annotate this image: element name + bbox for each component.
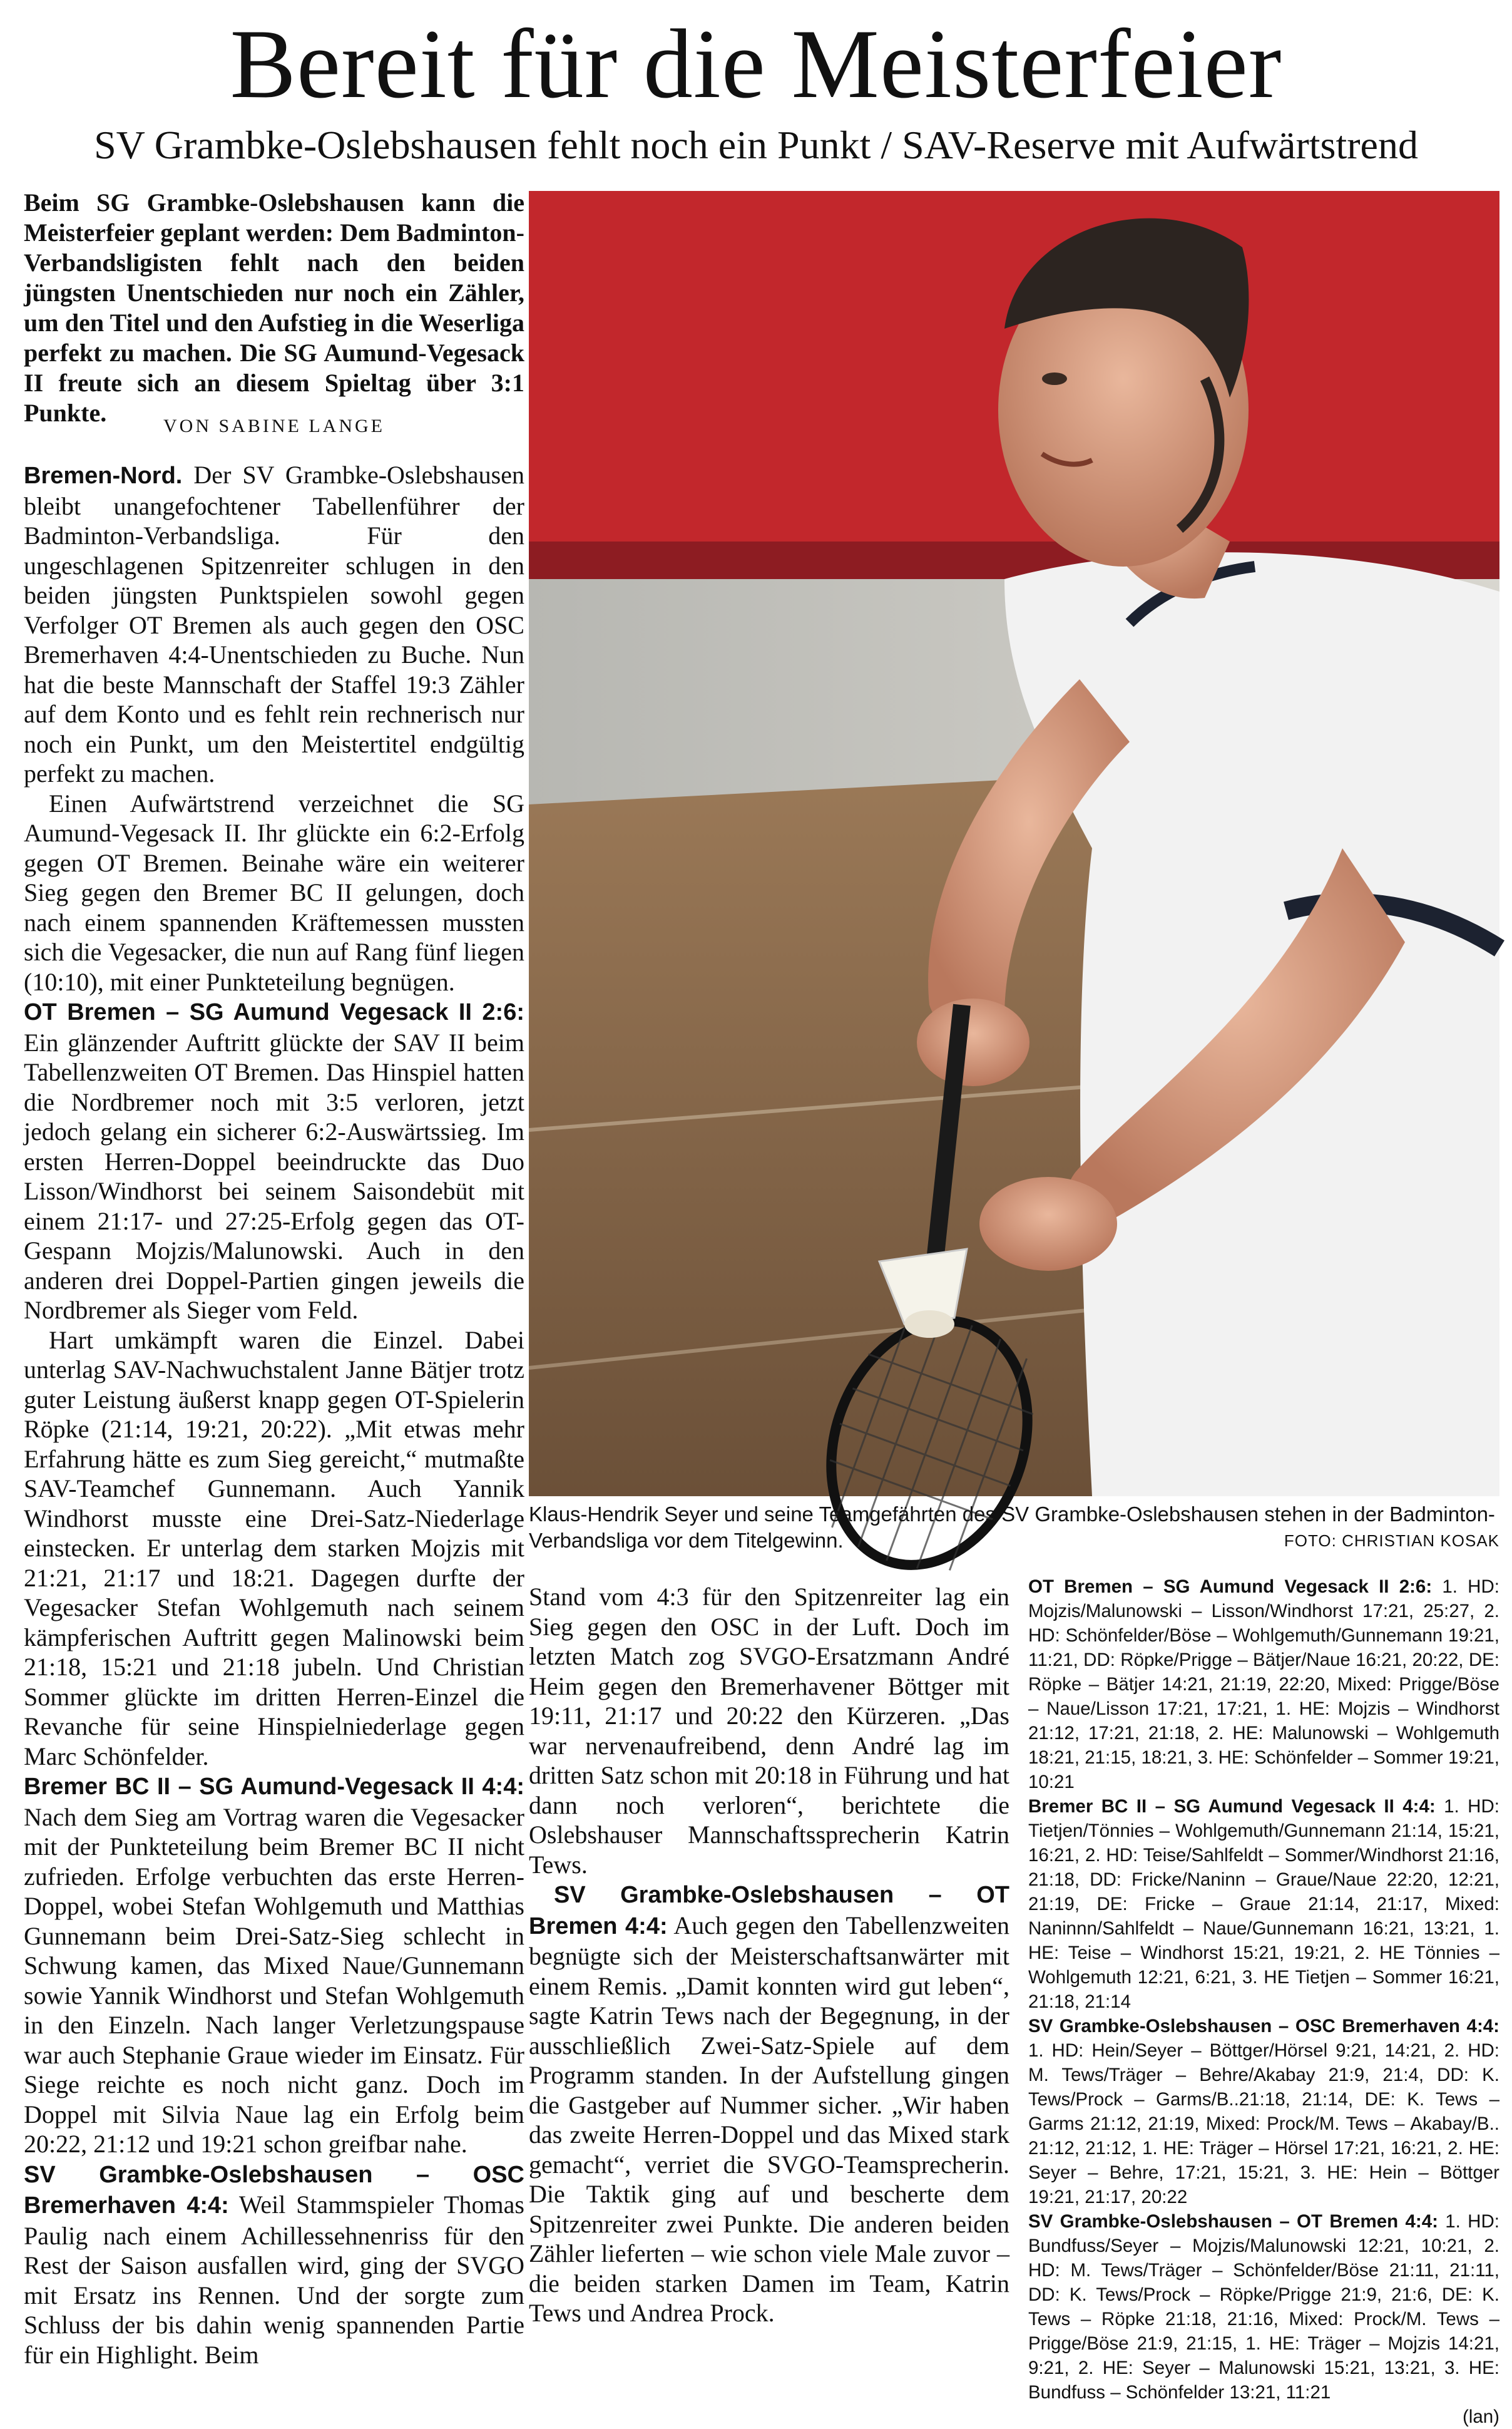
paragraph-text: Nach dem Sieg am Vortrag waren die Vegesacker mit der Punkteteilung beim Bremer BC II nicht zufrieden. Erfolge verbuchten das erste Herren-Doppel, wobei Stefan Wohlgemuth und Matthias Gunnemann beim Drei-Satz-Sieg schlecht in Schwung kamen, das Mixed Naue/Gunnemann sowie Yannik Windhorst und Stefan Wohlgemuth in den Einzeln. Nach langer Verletzungspause war auch Stephanie Graue wieder im Einsatz. Für Siege reichte es noch nicht ganz. Doch im Doppel mit Silvia Naue lag ein Erfolg beim 20:22, 21:12 und 19:21 schon greifbar nahe.	[24, 1802, 524, 2158]
body-paragraph: Einen Aufwärtstrend verzeichnet die SG Aumund-Vegesack II. Ihr glückte ein 6:2-Erfolg gegen OT Bremen. Beinahe wäre ein weiterer Sieg gegen den Bremer BC II gelungen, doch nach einem spannenden Kräftemessen mussten sich die Vegesacker, die nun auf Rang fünf liegen (10:10), mit einer Punkteteilung begnügen.	[24, 789, 524, 996]
result-entry	[1028, 1794, 1499, 2014]
paragraph-text: Der SV Grambke-Oslebshausen bleibt unangefochtener Tabellenführer der Badminton-Verbandsliga. Für den ungeschlagenen Spitzenreiter schlugen in den beiden jüngsten Punktspielen sowohl gegen Verfolger OT Bremen als auch gegen den OSC Bremerhaven 4:4-Unentschieden zu Buche. Nun hat die beste Mannschaft der Staffel 19:3 Zähler auf dem Konto und es fehlt rein rechnerisch nur noch ein Punkt, um den Meistertitel endgültig perfekt zu machen.	[24, 461, 524, 788]
section-heading: SV Grambke-Oslebshausen – OT Bremen 4:4:	[529, 1882, 1009, 1939]
author-signature: (lan)	[1462, 2406, 1499, 2427]
result-entry	[1028, 2014, 1499, 2209]
section-heading: Bremer BC II – SG Aumund-Vegesack II 4:4:	[24, 1774, 524, 1800]
subheadline: SV Grambke-Oslebshausen fehlt noch ein Punkt / SAV-Reserve mit Aufwärtstrend	[94, 123, 1418, 167]
result-heading: OT Bremen – SG Aumund Vegesack II 2:6:	[1028, 1576, 1433, 1597]
section-heading: OT Bremen – SG Aumund Vegesack II 2:6:	[24, 999, 524, 1025]
result-text: 1. HD: Bundfuss/Seyer – Mojzis/Malunowski 12:21, 10:21, 2. HD: M. Tews/Träger – Schönfelder/Böse 21:11, 21:11, DD: K. Tews/Prock – Röpke/Prigge 21:9, 21:6, DE: K. Tews – Röpke 21:18, 21:16, Mixed: Prock/M. Tews – Prigge/Böse 21:9, 21:15, 1. HE: Träger – Mojzis 14:21, 9:21, 2. HE: Seyer – Malunowski 15:21, 13:21, 3. HE: Bundfuss – Schönfelder 13:21, 11:21	[1028, 2211, 1499, 2403]
result-entry	[1028, 2209, 1499, 2405]
body-paragraph	[24, 1771, 524, 2159]
result-heading: Bremer BC II – SG Aumund Vegesack II 4:4:	[1028, 1796, 1436, 1817]
body-paragraph	[24, 997, 524, 1325]
body-paragraph: Hart umkämpft waren die Einzel. Dabei unterlag SAV-Nachwuchstalent Janne Bätjer trotz guter Leistung äußerst knapp gegen OT-Spielerin Röpke (21:14, 19:21, 20:22). „Mit etwas mehr Erfahrung hätte es zum Sieg gereicht,“ mutmaßte SAV-Teamchef Gunnemann. Auch Yannik Windhorst musste eine Drei-Satz-Niederlage einstecken. Er unterlag dem starken Mojzis mit 21:21, 21:17 und 18:21. Dagegen durfte der Vegesacker Stefan Wohlgemuth nach seinem kämpferischen Auftritt gegen Malinowski beim 21:18, 15:21 und 21:18 jubeln. Und Christian Sommer glückte im dritten Herren-Einzel die Revanche für seine Hinspielniederlage gegen Marc Schönfelder.	[24, 1325, 524, 1770]
article-photo	[529, 191, 1499, 1496]
result-heading: SV Grambke-Oslebshausen – OT Bremen 4:4:	[1028, 2211, 1438, 2232]
body-paragraph: Stand vom 4:3 für den Spitzenreiter lag ein Sieg gegen den OSC in der Luft. Doch im letzten Match zog SVGO-Ersatzmann André Heim gegen den Bremerhavener Böttger mit 19:11, 21:17 und 20:22 den Kürzeren. „Das war nervenaufreibend, denn André lag im dritten Satz schon mit 20:18 in Führung und hat dann noch verloren“, berichtete die Oslebshauser Mannschaftssprecherin Katrin Tews.	[529, 1583, 1009, 1879]
paragraph-text: Ein glänzender Auftritt glückte der SAV II beim Tabellenzweiten OT Bremen. Das Hinspiel hatten die Nordbremer noch mit 3:5 verloren, jetzt jedoch gelang ein sicherer 6:2-Auswärtssieg. Im ersten Herren-Doppel beeindruckte das Duo Lisson/Windhorst bei seinem Saisondebüt mit einem 21:17- und 27:25-Erfolg gegen das OT-Gespann Mojzis/Malunowski. Auch in den anderen drei Doppel-Partien gingen jeweils die Nordbremer als Sieger vom Feld.	[24, 1028, 524, 1324]
article-column-1	[24, 460, 524, 2369]
result-text: 1. HD: Hein/Seyer – Böttger/Hörsel 9:21, 14:21, 2. HD: M. Tews/Träger – Behre/Akabay 21:9, 21:4, DD: K. Tews/Prock – Garms/B..21:18, 21:14, DE: K. Tews – Garms 21:12, 21:19, Mixed: Prock/M. Tews – Akabay/B.. 21:12, 21:12, 1. HE: Träger – Hörsel 17:21, 16:21, 2. HE: Seyer – Behre, 17:21, 15:21, 3. HE: Hein – Böttger 19:21, 21:17, 20:22	[1028, 2040, 1499, 2207]
body-paragraph	[24, 460, 524, 789]
result-text: 1. HD: Tietjen/Tönnies – Wohlgemuth/Gunnemann 21:14, 15:21, 16:21, 2. HD: Teise/Sahlfeldt – Sommer/Windhorst 21:16, 21:18, DD: Fricke/Naninn – Graue/Naue 22:20, 12:21, 21:19, DE: Fricke – Graue 21:14, 21:17, Mixed: Naninnn/Sahlfeldt – Naue/Gunnemann 16:21, 13:21, 1. HE: Teise – Windhorst 15:21, 19:21, 2. HE Tönnies – Wohlgemuth 12:21, 6:21, 3. HE Tietjen – Sommer 16:21, 21:18, 21:14	[1028, 1796, 1499, 2012]
paragraph-text: Weil Stammspieler Thomas Paulig nach einem Achillessehnenriss für den Rest der Saison ausfallen wird, ging der SVGO mit Ersatz ins Rennen. Und der sorgte zum Schluss der bis dahin wenig spannenden Partie für ein Highlight. Beim	[24, 2190, 524, 2369]
results-box	[1028, 1574, 1499, 2427]
result-heading: SV Grambke-Oslebshausen – OSC Bremerhaven 4:4:	[1028, 2016, 1499, 2036]
photo-credit: FOTO: CHRISTIAN KOSAK	[1284, 1531, 1499, 1550]
body-paragraph	[529, 1879, 1009, 2328]
result-text: 1. HD: Mojzis/Malunowski – Lisson/Windhorst 17:21, 25:27, 2. HD: Schönfelder/Böse – Wohlgemuth/Gunnemann 19:21, 11:21, DD: Röpke/Prigge – Bätjer/Naue 16:21, 20:22, DE: Röpke – Bätjer 14:21, 21:19, 22:20, Mixed: Prigge/Böse – Naue/Lisson 17:21, 17:21, 1. HE: Mojzis – Windhorst 21:12, 17:21, 21:18, 2. HE: Malunowski – Wohlgemuth 18:21, 21:15, 18:21, 3. HE: Schönfelder – Sommer 19:21, 10:21	[1028, 1576, 1499, 1792]
photo-caption: Klaus-Hendrik Seyer und seine Teamgefährten des SV Grambke-Oslebshausen stehen in der Badminton-Verbandsliga vor dem Titelgewinn.	[529, 1502, 1495, 1552]
section-heading: SV Grambke-Oslebshausen – OSC Bremerhaven 4:4:	[24, 2161, 524, 2219]
headline: Bereit für die Meisterfeier	[230, 9, 1282, 119]
body-paragraph	[24, 2159, 524, 2370]
byline: VON SABINE LANGE	[163, 416, 385, 436]
result-entry	[1028, 1574, 1499, 1794]
badminton-player-illustration	[529, 191, 1499, 1496]
paragraph-text: Auch gegen den Tabellenzweiten begnügte sich der Meisterschaftsanwärter mit einem Remis. „Damit konnten wird gut leben“, sagte Katrin Tews nach der Begegnung, in der ausschließlich Zwei-Satz-Spiele auf dem Programm standen. In der Aufstellung gingen die Gastgeber auf Nummer sicher. „Wir haben das zweite Herren-Doppel und das Mixed stark gemacht“, verriet die SVGO-Teamsprecherin. Die Taktik ging auf und bescherte dem Spitzenreiter zwei Punkte. Die anderen beiden Zähler lieferten – wie schon viele Male zuvor – die beiden starken Damen im Team, Katrin Tews und Andrea Prock.	[529, 1911, 1009, 2327]
lead-paragraph: Beim SG Grambke-Oslebshausen kann die Meisterfeier geplant werden: Dem Badminton-Verbandsligisten fehlt nach den beiden jüngsten Unentschieden nur noch ein Zähler, um den Titel und den Aufstieg in die Weserliga perfekt zu machen. Die SG Aumund-Vegesack II freute sich an diesem Spieltag über 3:1 Punkte.	[24, 188, 524, 427]
dateline: Bremen-Nord.	[24, 463, 183, 489]
article-column-2	[529, 1582, 1009, 2327]
